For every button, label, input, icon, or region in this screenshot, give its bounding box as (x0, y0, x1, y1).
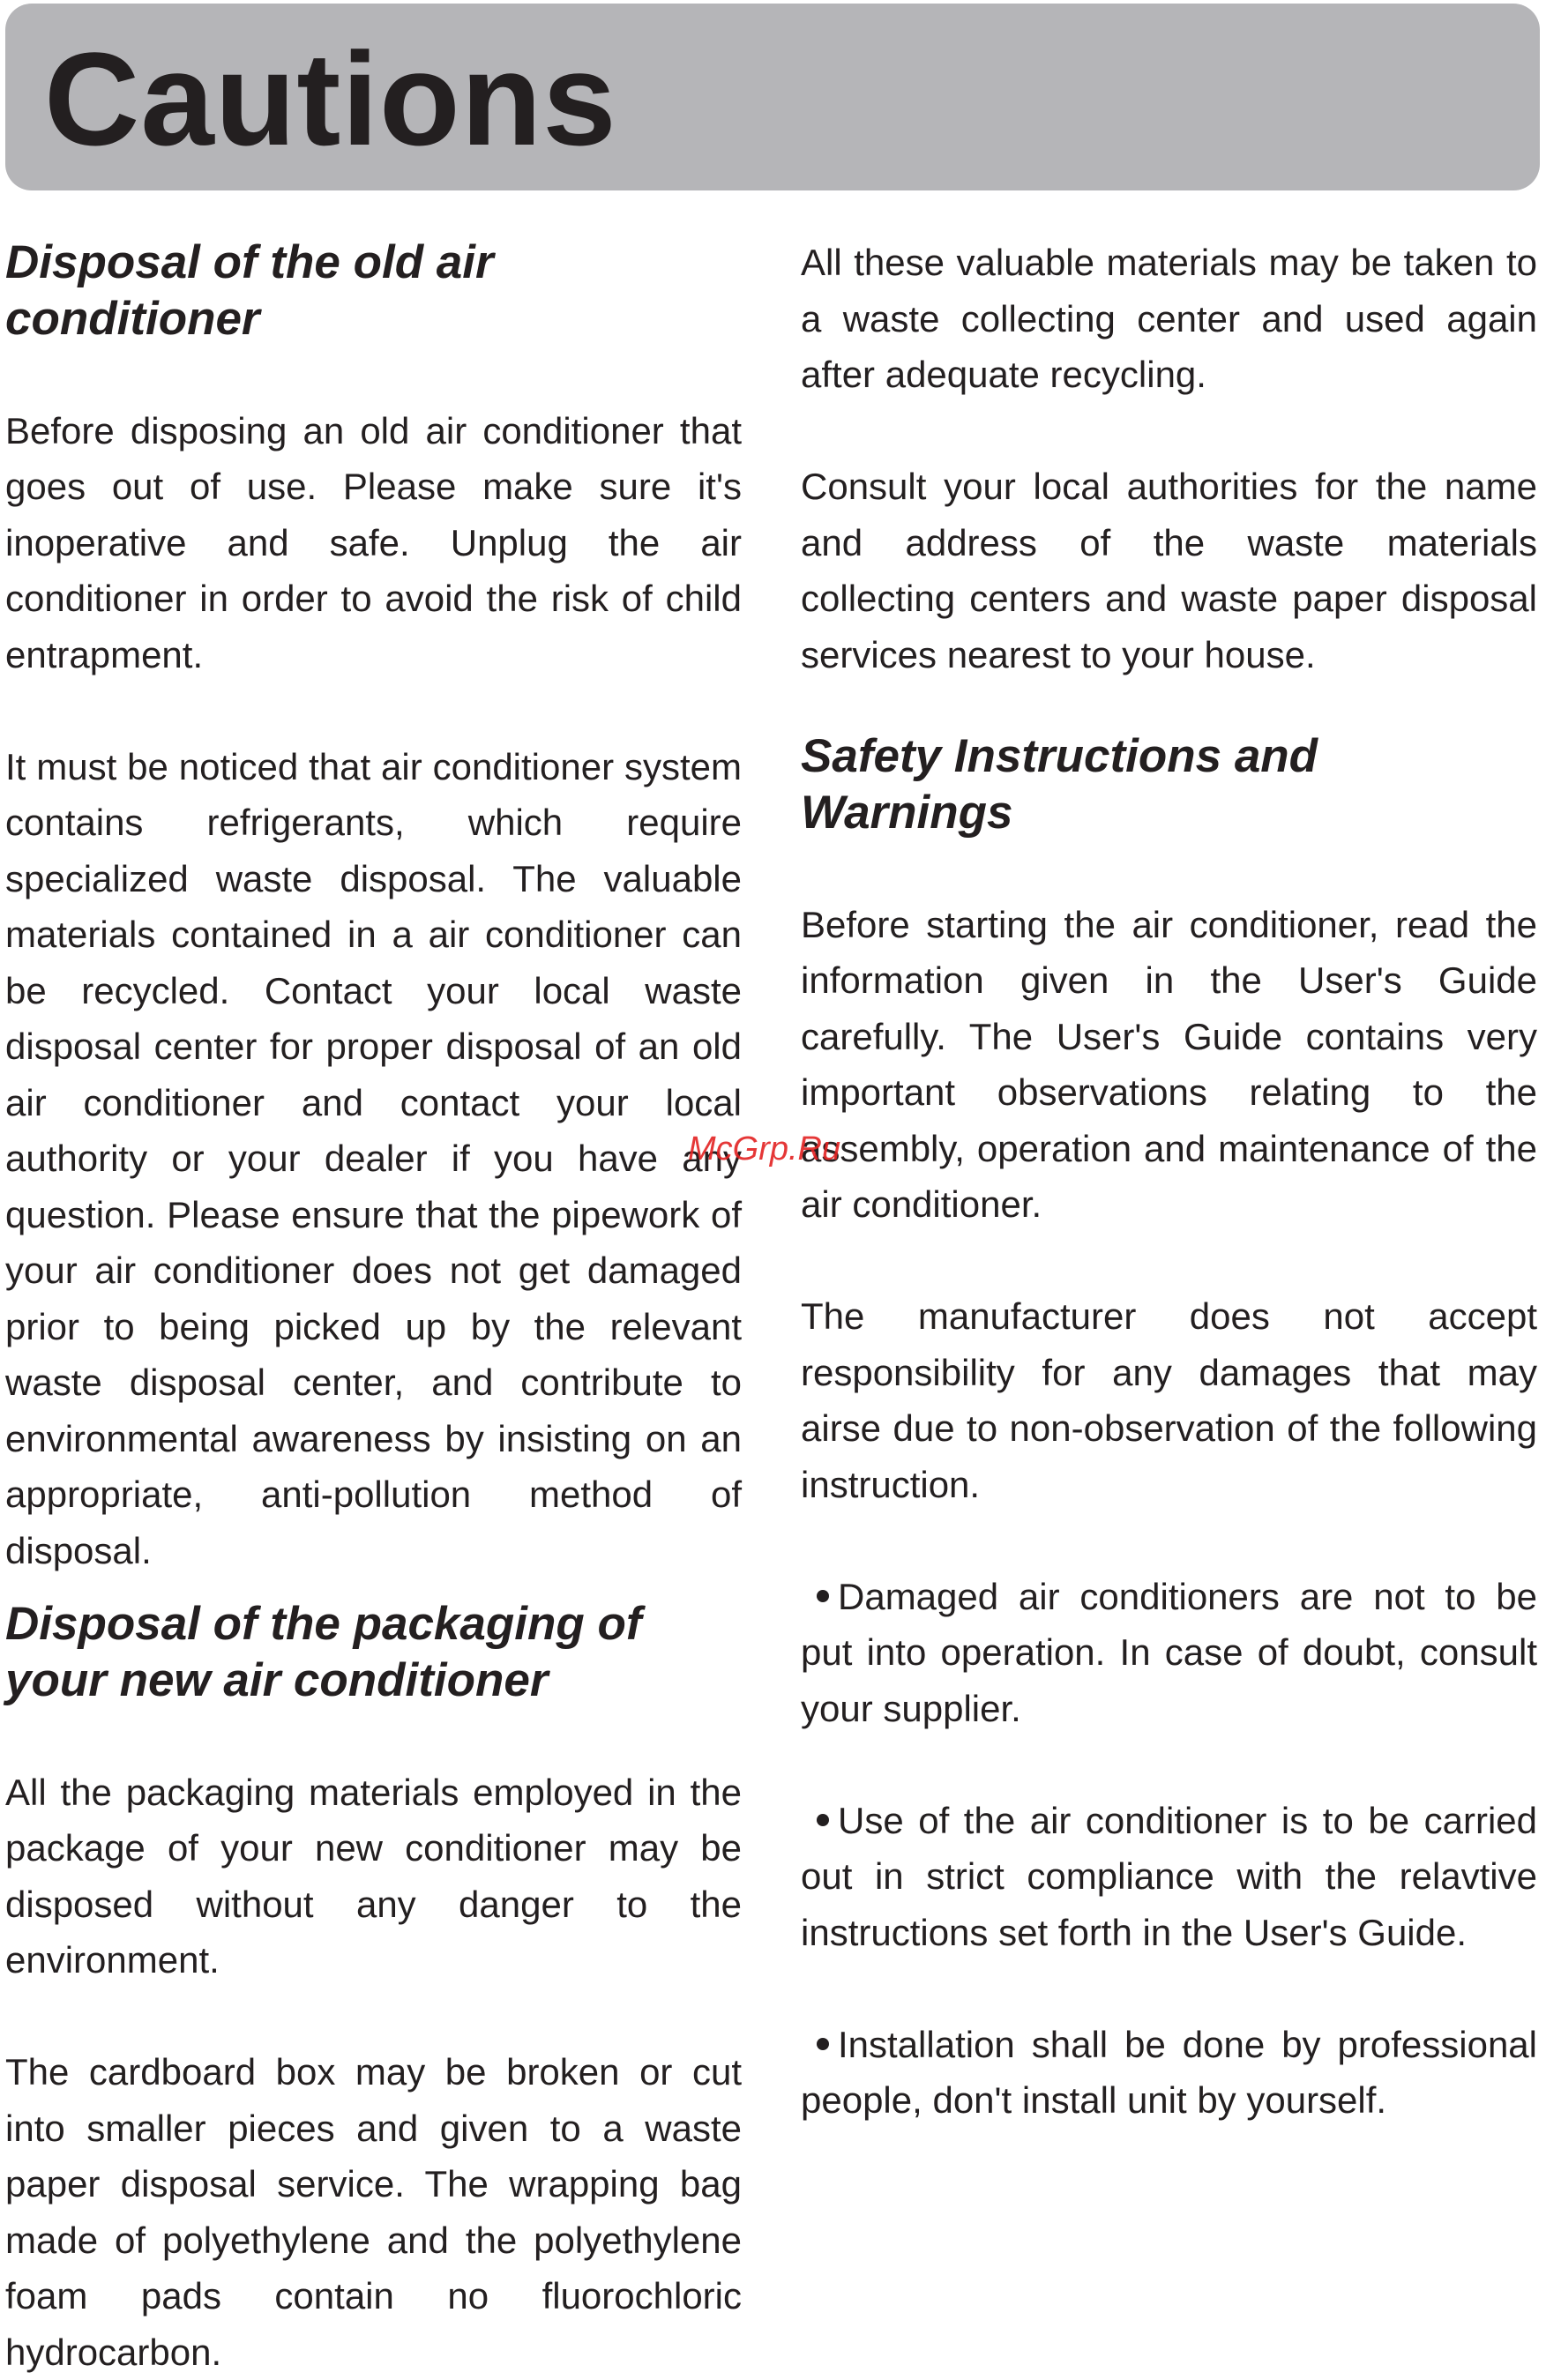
section-heading-packaging: Disposal of the packaging of your new air conditioner (5, 1598, 642, 1706)
paragraph: Before starting the air conditioner, read the information given in the User's Guide carefully. The User's Guide contains very important observations relating to the assembly, operation and maintenance of the air conditioner. (801, 903, 1537, 1225)
bullet-text: Use of the air conditioner is to be carried out in strict compliance with the relavtive instructions set forth in the User's Guide. (801, 1799, 1537, 1953)
bullet-text: Installation shall be done by professional people, don't install unit by yourself. (801, 2023, 1537, 2121)
paragraph: All these valuable materials may be taken to a waste collecting center and used again after adequate recycling. (801, 242, 1537, 395)
paragraph: The manufacturer does not accept responsibility for any damages that may airse due to non-observation of the following instruction. (801, 1295, 1537, 1505)
bullet-icon (817, 1814, 829, 1826)
bullet-item (801, 1569, 1537, 1737)
bullet-icon (817, 1590, 829, 1602)
page-title: Cautions (44, 25, 617, 173)
right-column (801, 235, 1537, 2129)
header-bar (5, 4, 1540, 190)
bullet-item (801, 2017, 1537, 2129)
left-column (5, 235, 742, 2380)
section-heading-old-air-conditioner: Disposal of the old air conditioner (5, 236, 494, 345)
bullet-item (801, 1793, 1537, 1961)
paragraph: The cardboard box may be broken or cut into smaller pieces and given to a waste paper disposal service. The wrapping bag made of polyethylene and the polyethylene foam pads contain no fluorochloric hydrocarbon. (5, 2051, 742, 2373)
bullet-text: Damaged air conditioners are not to be put into operation. In case of doubt, consult your supplier. (801, 1575, 1537, 1729)
paragraph: Before disposing an old air conditioner that goes out of use. Please make sure it's inoperative and safe. Unplug the air conditioner in order to avoid the risk of child entrapment. (5, 409, 742, 675)
section-heading-safety: Safety Instructions and Warnings (801, 730, 1318, 839)
paragraph: All the packaging materials employed in the package of your new conditioner may be disposed without any danger to the environment. (5, 1771, 742, 1981)
bullet-icon (817, 2038, 829, 2050)
watermark: McGrp.Ru (688, 1130, 841, 1168)
paragraph: It must be noticed that air conditioner system contains refrigerants, which require specialized waste disposal. The valuable materials contained in a air conditioner can be recycled. Contact your local waste disposal center for proper disposal of an old air conditioner and contact your local authority or your dealer if you have any question. Please ensure that the pipework of your air conditioner does not get damaged prior to being picked up by the relevant waste disposal center, and contribute to environmental awareness by insisting on an appropriate, anti-pollution method of disposal. (5, 745, 742, 1571)
paragraph: Consult your local authorities for the name and address of the waste materials collecting centers and waste paper disposal services nearest to your house. (801, 466, 1537, 675)
